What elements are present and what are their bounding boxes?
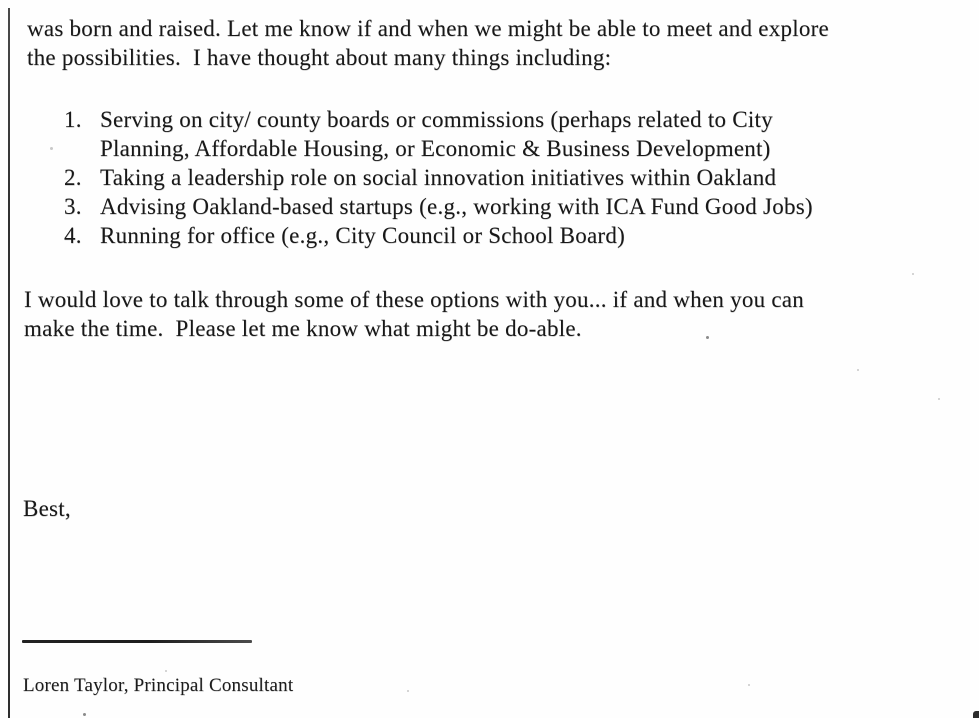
list-number: 1. bbox=[64, 107, 82, 132]
list-item-text bbox=[100, 105, 813, 163]
scan-speck bbox=[165, 670, 167, 672]
list-line: Taking a leadership role on social innovation initiatives within Oakland bbox=[100, 165, 777, 190]
paragraph-line: the possibilities. I have thought about many things including: bbox=[27, 45, 612, 70]
opening-paragraph bbox=[27, 14, 829, 72]
list-item-text bbox=[100, 163, 813, 192]
paragraph-line: I would love to talk through some of these options with you... if and when you can bbox=[24, 287, 805, 312]
list-item-4 bbox=[64, 221, 813, 250]
list-item-text bbox=[100, 192, 813, 221]
scan-speck bbox=[912, 273, 914, 275]
scan-speck bbox=[938, 398, 940, 400]
corner-scan-mark bbox=[973, 711, 979, 718]
list-number: 4. bbox=[64, 223, 82, 248]
scan-border-left bbox=[8, 8, 10, 718]
scan-speck bbox=[706, 336, 709, 339]
paragraph-line: make the time. Please let me know what might be do-able. bbox=[24, 316, 582, 341]
list-item-text bbox=[100, 221, 813, 250]
list-item-3 bbox=[64, 192, 813, 221]
list-line: Advising Oakland-based startups (e.g., working with ICA Fund Good Jobs) bbox=[100, 194, 813, 219]
list-number: 3. bbox=[64, 194, 82, 219]
list-item-1 bbox=[64, 105, 813, 163]
list-number: 2. bbox=[64, 165, 82, 190]
scan-speck bbox=[50, 147, 53, 150]
list-line: Planning, Affordable Housing, or Economic & Business Development) bbox=[100, 136, 771, 161]
paragraph-line: was born and raised. Let me know if and when we might be able to meet and explore bbox=[27, 16, 830, 41]
scan-speck bbox=[857, 369, 859, 371]
list-line: Serving on city/ county boards or commissions (perhaps related to City bbox=[100, 107, 773, 132]
scan-speck bbox=[748, 684, 750, 686]
closing-text: Best, bbox=[23, 496, 71, 521]
numbered-list bbox=[64, 105, 813, 250]
signature-name-title: Loren Taylor, Principal Consultant bbox=[23, 675, 294, 696]
scan-speck bbox=[83, 713, 86, 716]
list-line: Running for office (e.g., City Council or School Board) bbox=[100, 223, 625, 248]
second-paragraph bbox=[24, 285, 804, 343]
signature-rule bbox=[22, 640, 252, 643]
scan-speck bbox=[407, 690, 409, 692]
closing-salutation bbox=[23, 494, 71, 523]
list-item-2 bbox=[64, 163, 813, 192]
